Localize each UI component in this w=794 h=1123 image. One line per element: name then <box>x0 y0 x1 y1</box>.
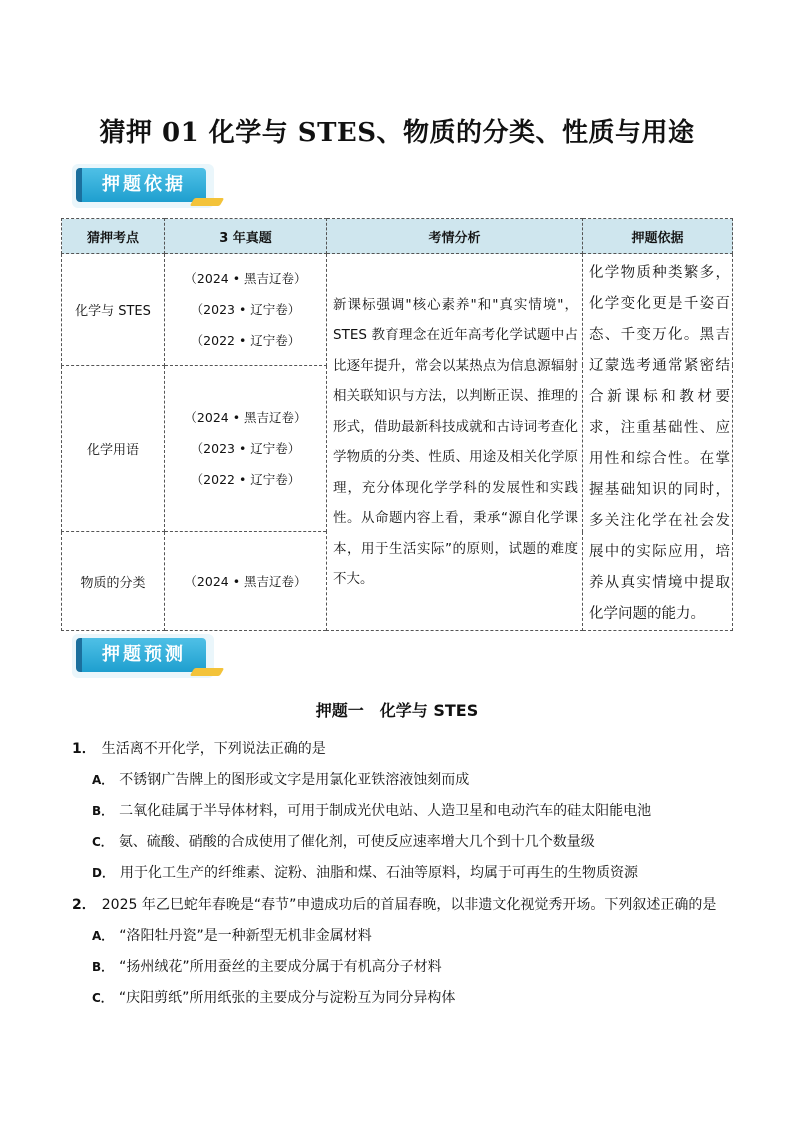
pencil-icon <box>190 198 225 206</box>
question-number: 2． <box>72 897 96 913</box>
option-a <box>92 769 469 789</box>
banner-basis-label: 押题依据 <box>76 168 206 202</box>
point-cell: 化学与 STES <box>62 254 165 366</box>
year-item: （2024 • 黑吉辽卷） <box>184 410 307 426</box>
option-text: 不锈钢广告牌上的图形或文字是用氯化亚铁溶液蚀刻而成 <box>119 772 470 788</box>
basis-table <box>61 218 733 631</box>
section-heading: 押题一 化学与 STES <box>315 701 479 720</box>
option-text: 氨、硫酸、硝酸的合成使用了催化剂，可使反应速率增大几个到十几个数量级 <box>118 834 595 850</box>
page-title: 猜押 01 化学与 STES、物质的分类、性质与用途 <box>99 118 695 148</box>
year-item: （2022 • 辽宁卷） <box>190 472 301 488</box>
option-text: 用于化工生产的纤维素、淀粉、油脂和煤、石油等原料，均属于可再生的生物质资源 <box>119 865 638 881</box>
header-basis: 押题依据 <box>583 219 733 254</box>
option-b <box>92 956 442 976</box>
pencil-icon <box>190 668 225 676</box>
question-number: 1． <box>72 741 96 757</box>
option-letter: B． <box>92 960 114 974</box>
point-cell: 化学用语 <box>62 365 165 531</box>
option-letter: A． <box>92 773 114 787</box>
years-cell <box>165 532 327 631</box>
table-row <box>62 254 733 366</box>
header-years: 3 年真题 <box>165 219 327 254</box>
question-2 <box>72 894 716 914</box>
year-item: （2023 • 辽宁卷） <box>190 441 301 457</box>
option-letter: C． <box>92 835 113 849</box>
question-stem: 生活离不开化学，下列说法正确的是 <box>101 741 326 757</box>
option-letter: B． <box>92 804 114 818</box>
banner-basis <box>72 160 222 216</box>
option-a <box>92 925 372 945</box>
banner-forecast <box>72 630 222 686</box>
point-cell: 物质的分类 <box>62 532 165 631</box>
years-cell <box>165 365 327 531</box>
option-letter: D． <box>92 866 114 880</box>
year-item: （2023 • 辽宁卷） <box>190 301 301 317</box>
option-text: “庆阳剪纸”所用纸张的主要成分与淀粉互为同分异构体 <box>118 990 456 1006</box>
option-text: 二氧化硅属于半导体材料，可用于制成光伏电站、人造卫星和电动汽车的硅太阳能电池 <box>119 803 652 819</box>
basis-cell: 化学物质种类繁多，化学变化更是千姿百态、千变万化。黑吉辽蒙选考通常紧密结合新课标和教材要求，注重基础性、应用性和综合性。在掌握基础知识的同时，多关注化学在社会发展中的实际应用，培养从真实情境中提取化学问题的能力。 <box>583 254 733 631</box>
option-text: “扬州绒花”所用蚕丝的主要成分属于有机高分子材料 <box>119 959 442 975</box>
option-letter: A． <box>92 929 114 943</box>
analysis-cell: 新课标强调"核心素养"和"真实情境"，STES 教育理念在近年高考化学试题中占比逐年提升，常会以某热点为信息源辐射相关联知识与方法，以判断正误、推理的形式，借助最新科技成就和古诗词考查化学物质的分类、性质、用途及相关化学原理，充分体现化学学科的发展性和实践性。从命题内容上看，秉承“源自化学课本，用于生活实际”的原则，试题的难度不大。 <box>327 254 583 631</box>
option-c <box>92 831 595 851</box>
option-b <box>92 800 651 820</box>
option-text: “洛阳牡丹瓷”是一种新型无机非金属材料 <box>119 928 372 944</box>
option-c <box>92 987 455 1007</box>
banner-forecast-label: 押题预测 <box>76 638 206 672</box>
question-stem: 2025 年乙巳蛇年春晚是“春节”申遗成功后的首届春晚，以非遗文化视觉秀开场。下列叙述正确的是 <box>101 897 717 913</box>
question-1 <box>72 738 326 758</box>
header-point: 猜押考点 <box>62 219 165 254</box>
year-item: （2022 • 辽宁卷） <box>190 332 301 348</box>
header-analysis: 考情分析 <box>327 219 583 254</box>
year-item: （2024 • 黑吉辽卷） <box>184 573 307 589</box>
table-header-row <box>62 219 733 254</box>
option-letter: C． <box>92 991 113 1005</box>
years-cell <box>165 254 327 366</box>
year-item: （2024 • 黑吉辽卷） <box>184 270 307 286</box>
option-d <box>92 862 638 882</box>
